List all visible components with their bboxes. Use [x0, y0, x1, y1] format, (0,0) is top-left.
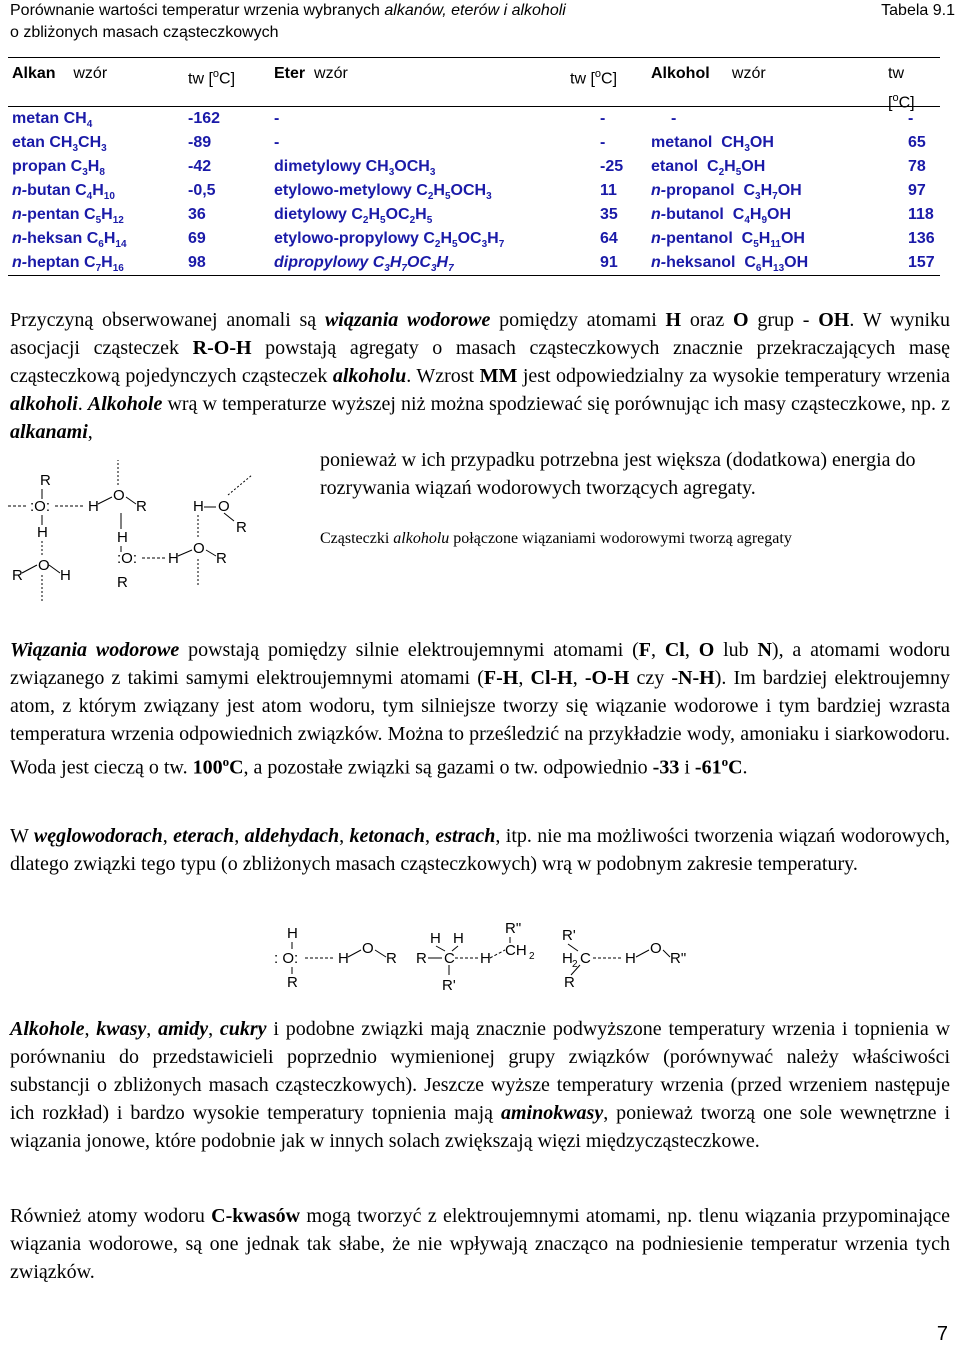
text-run: lub — [714, 639, 758, 661]
ether-name: - — [274, 134, 280, 151]
header-title-line2: o zbliżonych masach cząsteczkowych — [10, 24, 279, 41]
atom-label: 2 — [572, 959, 578, 970]
alkane-name: metan — [12, 110, 60, 127]
text-run: ketonach — [349, 825, 426, 847]
text-run: Przyczyną obserwowanej anomali są — [10, 309, 325, 331]
table-row — [8, 251, 940, 275]
text-run: Cl — [664, 639, 685, 661]
text-run: , — [162, 825, 174, 847]
page-number: 7 — [936, 1323, 948, 1345]
atom-label: R' — [442, 977, 456, 994]
ether-name: dietylowy — [274, 206, 347, 223]
atom-label: H — [193, 498, 204, 515]
atom-label: :O: — [30, 498, 51, 515]
alcohol-bp: 157 — [908, 254, 935, 271]
chemical-formula: $C_5H_{12}$ — [84, 206, 124, 227]
header-eter: Eter wzór — [274, 65, 348, 82]
n-prefix: n- — [12, 254, 28, 271]
text-run: , — [208, 1018, 220, 1040]
paragraph-alcohols-acids — [10, 1015, 950, 1155]
ether-bp: - — [600, 134, 606, 151]
table-row — [8, 155, 940, 179]
text-run: , — [425, 825, 436, 847]
ether-bp: 64 — [600, 230, 618, 247]
atom-label: R — [216, 550, 227, 567]
text-run: Alkohole — [87, 393, 163, 415]
chemical-formula: $CH_4$ — [63, 110, 93, 131]
ether-cell — [274, 107, 279, 131]
ether-cell — [274, 131, 279, 155]
text-run: , a pozostałe związki są gazami o tw. odpowiednio — [243, 756, 653, 779]
atom-label: H — [338, 950, 349, 967]
atom-label: CH — [505, 942, 527, 959]
atom-label: R — [386, 950, 397, 967]
atom-label: :O: — [117, 550, 138, 567]
chemical-formula: $C_6H_{13}OH$ — [744, 254, 809, 275]
paragraph-anomaly-continued: ponieważ w ich przypadku potrzebna jest większa (dodatkowa) energia do rozrywania wiązań wodorowych tworzących agregaty. — [320, 449, 916, 499]
text-run: aminokwasy — [500, 1102, 604, 1124]
header-tw2: tw [$^o$C] — [570, 68, 618, 88]
text-run: powstają pomiędzy silnie elektroujemnymi atomami ( — [179, 639, 639, 661]
n-prefix: n- — [651, 254, 667, 271]
text-run: , — [234, 825, 245, 847]
text-run: ), a atomami wodoru związanego z takimi samymi elektroujemnymi atomami ( — [10, 639, 951, 689]
chemical-formula: $C_4H_{10}$ — [75, 182, 115, 203]
atom-label: H — [625, 950, 636, 967]
text-run: 100 — [192, 756, 223, 779]
atom-label: C — [580, 950, 591, 967]
text-run: , — [84, 1018, 97, 1040]
atom-label: O — [113, 487, 125, 504]
alcohol-cell — [651, 251, 808, 281]
alcohol-name: propanol — [666, 182, 735, 199]
ether-name: dipropylowy — [274, 254, 369, 271]
table-body — [8, 107, 940, 275]
text-run: jest odpowiedzialny za wysokie temperatury wrzenia — [517, 365, 950, 387]
alcohol-name: etanol — [651, 158, 699, 175]
boiling-point-table — [8, 57, 940, 276]
table-row — [8, 203, 940, 227]
n-prefix: n- — [651, 206, 667, 223]
atom-label: 2 — [529, 951, 535, 962]
text-run: . W wyniku asocjacji cząsteczek — [10, 309, 950, 359]
atom-label: H — [287, 925, 298, 942]
chemical-formula: $CH_3OCH_3$ — [365, 158, 436, 179]
alcohol-cell — [671, 107, 676, 131]
text-run: -N-H — [671, 667, 715, 689]
atom-label: H — [60, 567, 71, 584]
atom-label: H — [168, 550, 179, 567]
chemical-formula: $C_2H_5OH$ — [707, 158, 766, 179]
table-row — [8, 131, 940, 155]
text-run: -O-H — [584, 667, 630, 689]
alcohol-name: - — [671, 110, 677, 127]
ether-name: etylowo-metylowy — [274, 182, 412, 199]
header-tw3: tw [$^o$C] — [888, 65, 915, 112]
alkane-name: propan — [12, 158, 67, 175]
text-run: H — [665, 309, 682, 331]
atom-label: C — [444, 950, 455, 967]
table-row — [8, 227, 940, 251]
text-run: alkoholi — [10, 393, 78, 415]
text-run: Cl-H — [530, 667, 573, 689]
alkane-bp: -42 — [188, 158, 212, 175]
text-run: F-H — [483, 667, 519, 689]
header-title-line1 — [10, 0, 955, 22]
n-prefix: n- — [651, 230, 667, 247]
text-run: MM — [479, 365, 518, 387]
ether-bp: - — [600, 110, 606, 127]
paragraph-anomaly — [10, 306, 950, 446]
chemical-formula: $C_5H_{11}OH$ — [741, 230, 805, 251]
atom-label: : O: — [274, 950, 299, 967]
text-run: , — [572, 667, 585, 689]
chemical-formula: $C_3H_7OH$ — [743, 182, 802, 203]
text-run: cukry — [219, 1018, 267, 1040]
text-run: czy — [629, 667, 672, 689]
text-run: Również atomy wodoru — [10, 1205, 212, 1227]
text-run: powstają agregaty o masach cząsteczkowych znacznie przekraczających masę cząsteczkową pojedynczych cząsteczek — [10, 337, 950, 387]
atom-label: H — [562, 950, 573, 967]
chemical-formula: $C_4H_9OH$ — [732, 206, 792, 227]
atom-label: H — [37, 524, 48, 541]
text-run: , — [518, 667, 531, 689]
text-run: , — [684, 639, 699, 661]
atom-label: R — [564, 974, 575, 991]
ether-cell — [274, 251, 454, 281]
alkane-name: pentan — [27, 206, 80, 223]
atom-label: H — [480, 950, 491, 967]
text-run: , ponieważ tworzą one sole wewnętrzne i wiązania jonowe, które podobnie jak w innych solach zwiększają więzi międzycząsteczkowe. — [10, 1102, 951, 1152]
text-run: C — [728, 756, 743, 779]
ether-bp: -25 — [600, 158, 624, 175]
alkane-cell — [12, 251, 124, 281]
hydrogen-bond-examples-diagram — [250, 915, 700, 995]
ether-bp: 35 — [600, 206, 618, 223]
chemical-formula: $CH_3CH_3$ — [49, 134, 107, 155]
header-title-prefix: Porównanie wartości temperatur wrzenia wybranych — [10, 2, 385, 19]
ether-name: etylowo-propylowy — [274, 230, 419, 247]
header-alkan: Alkan wzór — [12, 65, 108, 82]
ether-bp: 11 — [600, 182, 617, 199]
text-run: o — [721, 754, 729, 769]
text-run: amidy — [158, 1018, 209, 1040]
alkane-bp: -162 — [188, 110, 221, 127]
text-run: alkanami — [10, 421, 88, 443]
text-run: i — [679, 756, 695, 779]
text-run: -33 — [652, 756, 680, 779]
text-run: wrą w temperaturze wyższej niż można spodziewać się porównując ich masy cząsteczkowe, np. z — [162, 393, 950, 415]
atom-label: O — [38, 557, 50, 574]
atom-label: R — [136, 498, 147, 515]
atom-label: O — [193, 540, 205, 557]
atom-label: R — [236, 519, 247, 536]
text-run: o — [222, 754, 230, 769]
text-run: C — [229, 756, 244, 779]
header-tw1: tw [$^o$C] — [188, 68, 236, 88]
text-run: ). Im bardziej elektroujemny atom, z którym związany jest atom wodoru, tym silniejsze tworzy się wiązanie wodorowe i tym bardziej wzrasta temperatura wrzenia odpowiednich związków. Można to prześledzić na przykładzie wody, amoniaku i siarkowodoru. Woda jest cieczą o tw. — [10, 667, 950, 779]
table-row — [8, 107, 940, 131]
alkane-name: heptan — [27, 254, 80, 271]
table-label: Tabela 9.1 — [881, 2, 955, 19]
text-run: estrach — [435, 825, 496, 847]
alkane-bp: 98 — [188, 254, 206, 271]
atom-label: R' — [562, 927, 576, 944]
text-run: Alkohole — [10, 1018, 85, 1040]
atom-label: H — [117, 529, 128, 546]
atom-label: R" — [505, 920, 522, 937]
chemical-formula: $C_3H_7OC_3H_7$ — [372, 254, 454, 275]
text-run: . — [742, 756, 748, 779]
text-run: -61 — [694, 756, 722, 779]
ether-name: - — [274, 110, 280, 127]
atom-label: R — [416, 950, 427, 967]
alcohol-name: metanol — [651, 134, 713, 151]
alcohol-bp: - — [908, 110, 914, 127]
text-run: . — [77, 393, 88, 415]
alcohol-name: pentanol — [666, 230, 733, 247]
text-run: pomiędzy atomami — [490, 309, 666, 331]
text-run: eterach — [173, 825, 235, 847]
text-run: kwasy — [96, 1018, 147, 1040]
alkane-name: heksan — [27, 230, 83, 247]
text-run: N — [757, 639, 772, 661]
text-run: OH — [818, 309, 850, 331]
chemical-formula: $C_6H_{14}$ — [86, 230, 127, 251]
chemical-formula: $CH_3OH$ — [721, 134, 774, 155]
alkane-bp: 36 — [188, 206, 206, 223]
text-run: Wiązania wodorowe — [10, 639, 180, 661]
table-header-row — [8, 58, 940, 112]
atom-label: O — [218, 498, 230, 515]
atom-label: R — [40, 472, 51, 489]
text-run: węglowodorach — [33, 825, 163, 847]
alcohol-bp: 78 — [908, 158, 926, 175]
text-run: wiązania wodorowe — [324, 309, 491, 331]
chemical-formula: $C_2H_5OC_2H_5$ — [351, 206, 433, 227]
atom-label: R — [287, 974, 298, 991]
alcohol-aggregate-diagram — [0, 455, 300, 605]
text-run: oraz — [681, 309, 734, 331]
text-run: . Wzrost — [406, 365, 480, 387]
text-run: , — [339, 825, 350, 847]
paragraph-c-acids — [10, 1202, 950, 1286]
diagram1-caption: Cząsteczki alkoholu połączone wiązaniami wodorowymi tworzą agregaty — [320, 530, 792, 547]
text-run: i podobne związki mają znacznie podwyższone temperatury wrzenia i topnienia w porównaniu do przedstawicieli poprzednio wymienionej grupy związków (porównywać należy właściwości substancji o zbliżonych masach cząsteczkowych). Jeszcze wyższe temperatury wrzenia (przed wrzeniem następuje ich rozkład) i bardzo wysokie temperatury topnienia mają — [10, 1018, 951, 1124]
chemical-formula: $C_3H_8$ — [70, 158, 105, 179]
text-run: W — [10, 825, 34, 847]
alkane-bp: 69 — [188, 230, 206, 247]
atom-label: R" — [670, 950, 687, 967]
text-run: O — [698, 639, 715, 661]
atom-label: H — [430, 930, 441, 947]
text-run: , — [651, 639, 665, 661]
n-prefix: n- — [12, 182, 28, 199]
alcohol-bp: 65 — [908, 134, 926, 151]
alkane-name: etan — [12, 134, 45, 151]
text-run: mogą tworzyć z elektroujemnymi atomami, np. tlenu wiązania przypominające wiązania wodorowe, są one jednak tak słabe, że nie wpływają znacząco na podniesienie temperatur wrzenia tych związków. — [10, 1205, 950, 1283]
table-row — [8, 179, 940, 203]
n-prefix: n- — [12, 230, 28, 247]
text-run: F — [638, 639, 651, 661]
alcohol-bp: 97 — [908, 182, 926, 199]
n-prefix: n- — [651, 182, 667, 199]
header-alkohol: Alkohol wzór — [651, 65, 766, 82]
alcohol-bp: 136 — [908, 230, 935, 247]
atom-label: O — [362, 940, 374, 957]
alkane-bp: -89 — [188, 134, 212, 151]
atom-label: O — [650, 940, 662, 957]
paragraph-hydrogen-bonds — [10, 636, 950, 782]
text-run: alkoholu — [332, 365, 407, 387]
alcohol-bp: 118 — [908, 206, 934, 223]
chemical-formula: $C_2H_5OC_3H_7$ — [423, 230, 505, 251]
chemical-formula: $C_2H_5OCH_3$ — [416, 182, 492, 203]
text-run: R-O-H — [192, 337, 252, 359]
ether-name: dimetylowy — [274, 158, 362, 175]
alkane-bp: -0,5 — [188, 182, 216, 199]
ether-bp: 91 — [600, 254, 618, 271]
text-run: , itp. nie ma możliwości tworzenia wiązań wodorowych, dlatego związki tego typu (o zbliżonych masach cząsteczkowych) wrą w podobnym zakresie temperatury. — [10, 825, 951, 875]
text-run: aldehydach — [244, 825, 340, 847]
text-run: grup - — [748, 309, 819, 331]
page-header — [10, 0, 955, 44]
atom-label: H — [453, 930, 464, 947]
alkane-name: butan — [27, 182, 71, 199]
atom-label: R — [117, 574, 128, 591]
header-title-italic: alkanów, eterów i alkoholi — [384, 2, 566, 19]
alcohol-name: butanol — [666, 206, 724, 223]
alcohol-name: heksanol — [666, 254, 736, 271]
atom-label: H — [88, 498, 99, 515]
text-run: C-kwasów — [211, 1205, 301, 1227]
text-run: , — [87, 421, 93, 443]
text-run: O — [733, 309, 749, 331]
n-prefix: n- — [12, 206, 28, 223]
text-run: , — [146, 1018, 159, 1040]
chemical-formula: $C_7H_{16}$ — [84, 254, 124, 275]
paragraph-no-hbonds — [10, 822, 950, 878]
atom-label: R — [12, 567, 23, 584]
